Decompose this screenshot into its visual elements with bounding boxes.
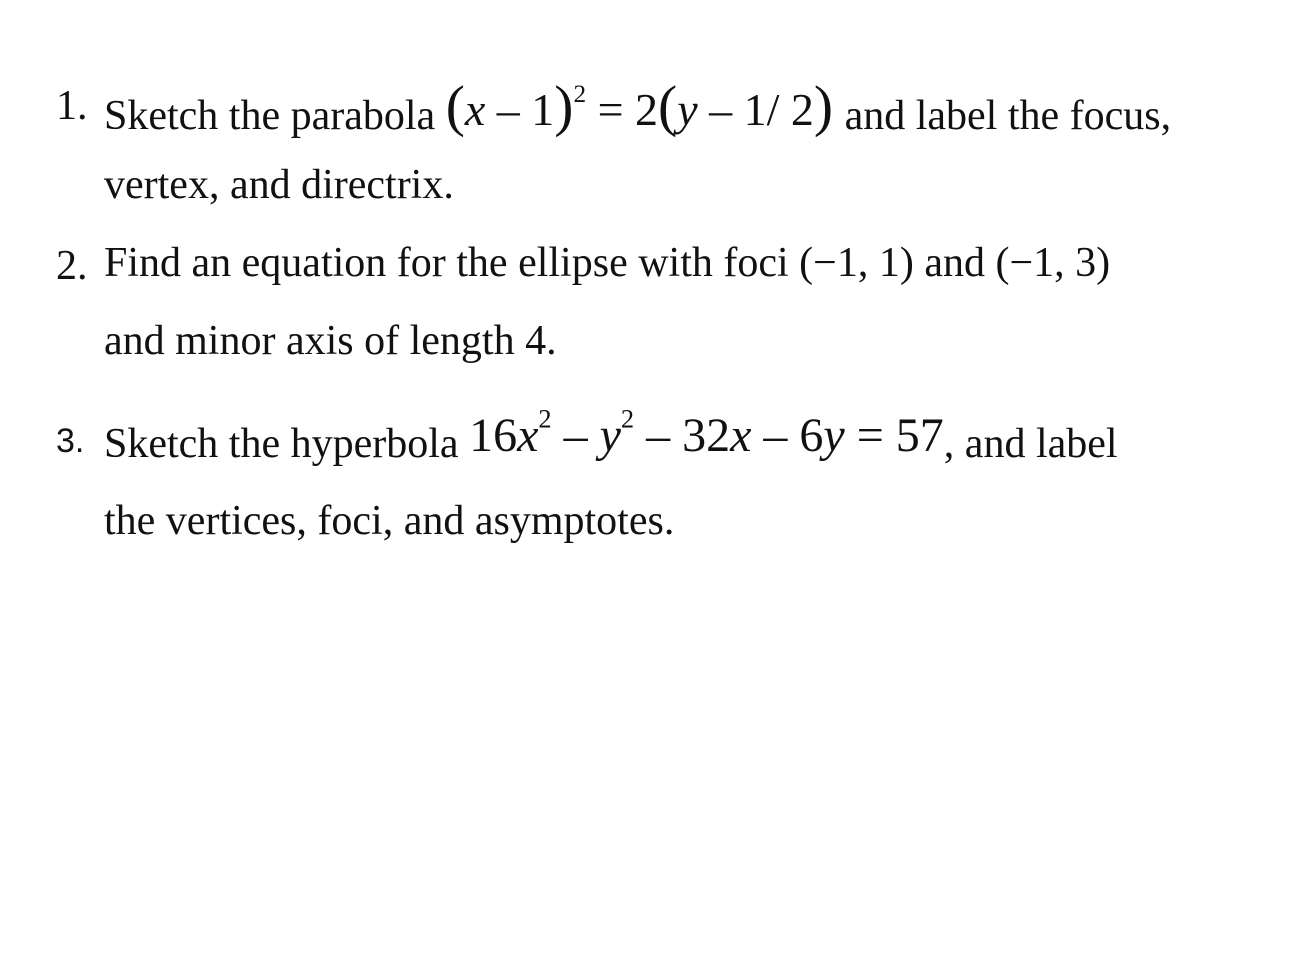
problem-number: 3.	[56, 422, 85, 460]
eq-part: – 1	[485, 84, 555, 135]
problem-line: vertex, and directrix.	[104, 162, 454, 208]
hyperbola-equation	[469, 403, 944, 462]
eq-part: – 32	[634, 409, 731, 462]
exponent: 2	[538, 403, 552, 434]
problem-text: , and label	[943, 421, 1118, 467]
exponent: 2	[573, 80, 587, 109]
var-y: y	[599, 409, 621, 462]
eq-part: = 57	[844, 409, 944, 462]
problem-line	[104, 75, 1172, 140]
var-y: y	[823, 409, 845, 462]
eq-part: –	[551, 409, 600, 462]
problem-number: 2.	[56, 243, 88, 289]
problem-text: Sketch the hyperbola	[104, 421, 459, 467]
eq-part: – 1/ 2	[697, 84, 814, 135]
var-y: y	[677, 84, 698, 135]
problem-line: and minor axis of length 4.	[104, 318, 557, 364]
paren-open: (	[658, 75, 678, 138]
eq-part: = 2	[586, 84, 659, 135]
var-x: x	[464, 84, 486, 135]
paren-close: )	[554, 75, 574, 138]
problem-line: the vertices, foci, and asymptotes.	[104, 498, 675, 544]
paren-close: )	[813, 75, 834, 138]
problem-text: Sketch the parabola	[104, 93, 436, 139]
exponent: 2	[620, 403, 635, 434]
problem-text: and label the focus,	[844, 93, 1172, 139]
eq-part: – 6	[751, 409, 824, 462]
problem-line	[104, 403, 1118, 467]
eq-part: 16	[469, 409, 518, 462]
problem-number: 1.	[56, 83, 88, 129]
var-x: x	[730, 409, 752, 462]
paren-open: (	[445, 75, 465, 138]
var-x: x	[517, 409, 539, 462]
problem-line: Find an equation for the ellipse with foci (−1, 1) and (−1, 3)	[104, 240, 1111, 286]
parabola-equation	[445, 75, 845, 138]
